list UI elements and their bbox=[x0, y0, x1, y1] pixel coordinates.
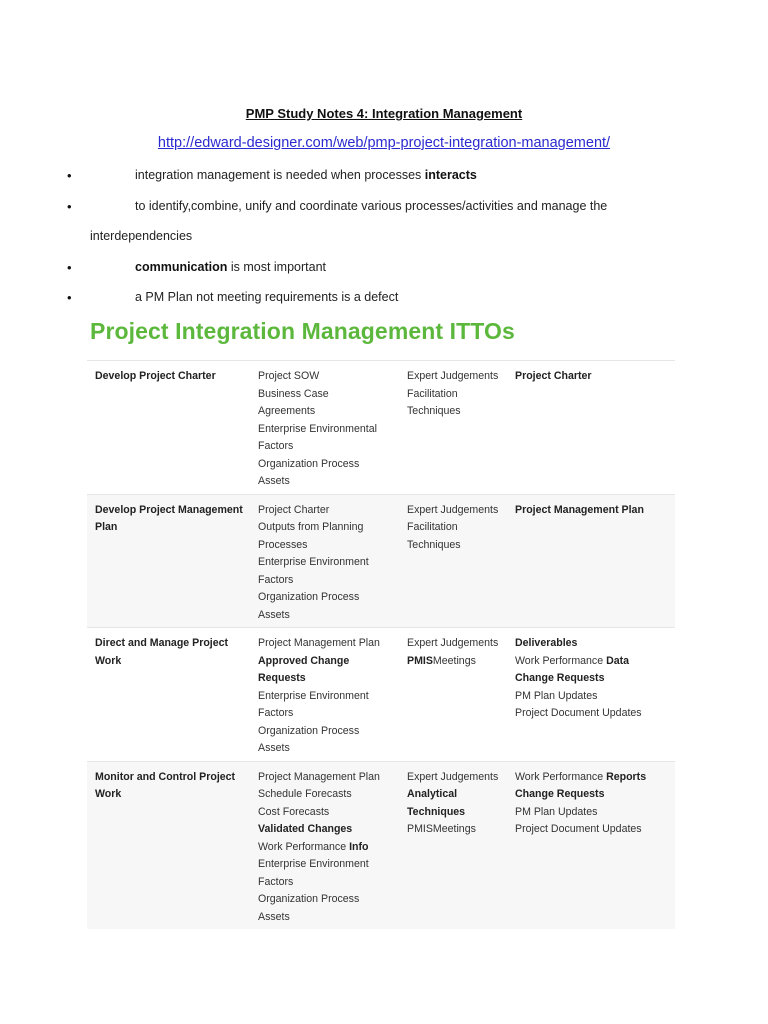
cell-text: Requests bbox=[258, 672, 306, 684]
cell-line bbox=[258, 456, 399, 474]
cell-text: Enterprise Environment bbox=[258, 556, 369, 568]
cell-line bbox=[515, 769, 675, 787]
cell-line bbox=[258, 653, 399, 671]
cell-line bbox=[258, 856, 399, 874]
tools-cell bbox=[399, 361, 507, 495]
cell-text: Organization Process bbox=[258, 893, 360, 905]
cell-line bbox=[407, 537, 507, 555]
cell-line bbox=[407, 653, 507, 671]
cell-text: Enterprise Environment bbox=[258, 689, 369, 702]
cell-line bbox=[258, 769, 399, 787]
cell-line bbox=[515, 804, 675, 822]
cell-text: Expert Judgements bbox=[407, 370, 499, 382]
cell-text: Enterprise Environmental bbox=[258, 422, 377, 435]
cell-text: Work Performance bbox=[515, 654, 607, 667]
cell-text: Facilitation bbox=[407, 387, 458, 400]
cell-text: PMIS bbox=[407, 654, 433, 667]
cell-line bbox=[515, 502, 675, 520]
cell-text: Change Requests bbox=[515, 672, 605, 684]
cell-text: Factors bbox=[258, 875, 294, 888]
table-row bbox=[87, 628, 675, 762]
cell-text: Organization Process bbox=[258, 724, 360, 737]
cell-line bbox=[258, 386, 399, 404]
process-name: Develop Project Management Plan bbox=[87, 494, 250, 628]
cell-line bbox=[258, 607, 399, 625]
cell-text: Factors bbox=[258, 573, 294, 586]
cell-text: Facilitation bbox=[407, 521, 458, 533]
outputs-cell bbox=[507, 494, 675, 628]
table-row bbox=[87, 361, 675, 495]
cell-line bbox=[407, 403, 507, 421]
outputs-cell bbox=[507, 361, 675, 495]
section-heading: Project Integration Management ITTOs bbox=[90, 318, 515, 344]
cell-text: Assets bbox=[258, 910, 290, 923]
cell-line bbox=[258, 723, 399, 741]
cell-line bbox=[258, 839, 399, 857]
cell-text: Project Management Plan bbox=[258, 637, 380, 649]
cell-line bbox=[407, 368, 507, 386]
process-name: Direct and Manage Project Work bbox=[87, 628, 250, 762]
cell-line bbox=[515, 786, 675, 804]
bullet-1: integration management is needed when processes interacts bbox=[135, 168, 477, 182]
cell-line bbox=[258, 909, 399, 927]
cell-text: PM Plan Updates bbox=[515, 689, 598, 702]
cell-text: Deliverables bbox=[515, 637, 578, 649]
cell-text: Techniques bbox=[407, 538, 461, 551]
cell-text: Factors bbox=[258, 440, 294, 452]
cell-line bbox=[258, 688, 399, 706]
cell-line bbox=[407, 519, 507, 537]
cell-line bbox=[515, 635, 675, 653]
cell-line bbox=[515, 653, 675, 671]
cell-line bbox=[258, 572, 399, 590]
cell-text: Data bbox=[606, 654, 630, 667]
source-link[interactable]: http://edward-designer.com/web/pmp-project-integration-management/ bbox=[157, 135, 611, 151]
inputs-cell bbox=[250, 494, 399, 628]
cell-text: Project Charter bbox=[515, 370, 592, 382]
bullet-marker: • bbox=[67, 199, 72, 214]
cell-line bbox=[258, 421, 399, 439]
cell-text: Project Charter bbox=[258, 503, 330, 516]
cell-line bbox=[515, 821, 675, 839]
cell-text: Project SOW bbox=[258, 370, 320, 382]
cell-line bbox=[407, 635, 507, 653]
inputs-cell bbox=[250, 761, 399, 929]
cell-line bbox=[407, 821, 507, 839]
cell-text: Organization Process bbox=[258, 591, 360, 603]
cell-text: Meetings bbox=[432, 654, 476, 667]
cell-text: Validated Changes bbox=[258, 823, 353, 835]
cell-text: Assets bbox=[258, 475, 290, 487]
cell-line bbox=[258, 368, 399, 386]
bullet-marker: • bbox=[67, 260, 72, 275]
cell-line bbox=[515, 670, 675, 688]
cell-text: Organization Process bbox=[258, 457, 360, 470]
cell-line bbox=[258, 403, 399, 421]
cell-line bbox=[258, 635, 399, 653]
cell-text: PM Plan Updates bbox=[515, 805, 598, 818]
cell-text: Project Management Plan bbox=[258, 770, 380, 783]
tools-cell bbox=[399, 761, 507, 929]
cell-text: Analytical bbox=[407, 788, 458, 800]
bullet-2: to identify,combine, unify and coordinate various processes/activities and manage the bbox=[135, 199, 608, 213]
cell-text: Assets bbox=[258, 742, 290, 754]
cell-text: Reports bbox=[606, 770, 647, 783]
cell-line bbox=[258, 786, 399, 804]
cell-line bbox=[258, 891, 399, 909]
cell-text: Info bbox=[349, 840, 369, 853]
inputs-cell bbox=[250, 628, 399, 762]
cell-text: Expert Judgements bbox=[407, 503, 499, 516]
process-name: Monitor and Control Project Work bbox=[87, 761, 250, 929]
cell-line bbox=[407, 502, 507, 520]
cell-line bbox=[515, 688, 675, 706]
cell-text: Schedule Forecasts bbox=[258, 788, 352, 800]
cell-text: Expert Judgements bbox=[407, 637, 499, 649]
bullet-4: a PM Plan not meeting requirements is a defect bbox=[135, 290, 399, 304]
cell-line bbox=[258, 874, 399, 892]
cell-line bbox=[407, 804, 507, 822]
cell-line bbox=[258, 804, 399, 822]
bullet-3: communication is most important bbox=[135, 260, 327, 274]
cell-text: Processes bbox=[258, 538, 308, 551]
ittos-table bbox=[87, 360, 675, 929]
table-row bbox=[87, 494, 675, 628]
cell-text: Work Performance bbox=[515, 770, 607, 783]
cell-text: Work Performance bbox=[258, 840, 350, 853]
cell-text: PMISMeetings bbox=[407, 823, 476, 835]
cell-line bbox=[515, 705, 675, 723]
cell-line bbox=[258, 502, 399, 520]
cell-text: Enterprise Environment bbox=[258, 858, 369, 870]
cell-text: Cost Forecasts bbox=[258, 805, 330, 818]
tools-cell bbox=[399, 494, 507, 628]
cell-line bbox=[258, 519, 399, 537]
inputs-cell bbox=[250, 361, 399, 495]
cell-line bbox=[258, 438, 399, 456]
table-row bbox=[87, 761, 675, 929]
cell-text: Project Document Updates bbox=[515, 823, 642, 835]
cell-text: Business Case bbox=[258, 387, 329, 400]
cell-line bbox=[258, 589, 399, 607]
cell-line bbox=[258, 821, 399, 839]
cell-line bbox=[407, 769, 507, 787]
cell-text: Project Document Updates bbox=[515, 707, 642, 719]
cell-text: Project Management Plan bbox=[515, 503, 644, 516]
cell-text: Outputs from Planning bbox=[258, 521, 364, 533]
cell-line bbox=[258, 670, 399, 688]
bullet-2-continuation: interdependencies bbox=[90, 229, 193, 243]
cell-line bbox=[407, 386, 507, 404]
process-name: Develop Project Charter bbox=[87, 361, 250, 495]
cell-line bbox=[258, 740, 399, 758]
cell-text: Techniques bbox=[407, 405, 461, 417]
cell-text: Assets bbox=[258, 608, 290, 621]
cell-text: Approved Change bbox=[258, 654, 350, 667]
bullet-marker: • bbox=[67, 168, 72, 183]
outputs-cell bbox=[507, 628, 675, 762]
cell-text: Techniques bbox=[407, 805, 466, 818]
cell-text: Agreements bbox=[258, 405, 316, 417]
tools-cell bbox=[399, 628, 507, 762]
cell-line bbox=[258, 473, 399, 491]
cell-line bbox=[258, 705, 399, 723]
document-title: PMP Study Notes 4: Integration Management bbox=[245, 106, 523, 121]
cell-line bbox=[258, 537, 399, 555]
bullet-marker: • bbox=[67, 290, 72, 305]
cell-line bbox=[258, 554, 399, 572]
cell-text: Change Requests bbox=[515, 788, 605, 800]
cell-text: Factors bbox=[258, 707, 294, 719]
outputs-cell bbox=[507, 761, 675, 929]
cell-line bbox=[407, 786, 507, 804]
cell-text: Expert Judgements bbox=[407, 770, 499, 783]
cell-line bbox=[515, 368, 675, 386]
